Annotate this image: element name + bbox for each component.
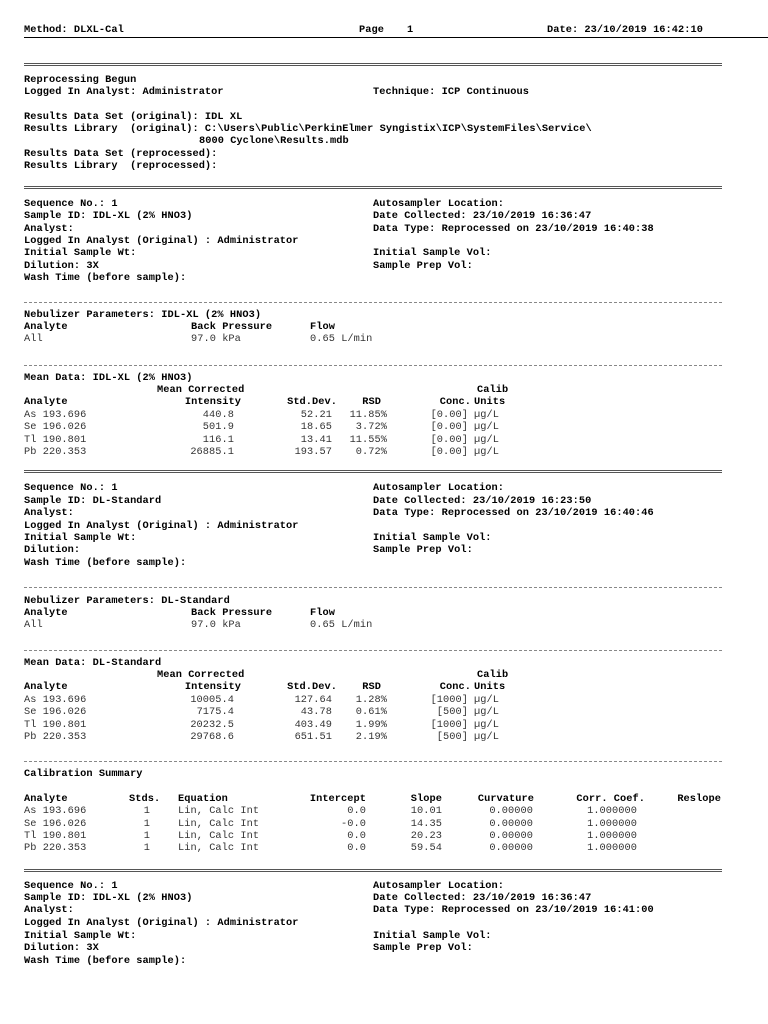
header-intercept: Intercept xyxy=(309,793,366,805)
initial-sample-wt: Initial Sample Wt: xyxy=(24,247,137,259)
header-analyte: Analyte xyxy=(24,793,68,805)
nebulizer-header-analyte: Analyte xyxy=(24,607,68,619)
section-divider xyxy=(24,302,722,303)
row-analyte: Tl 190.801 xyxy=(24,433,87,446)
row-corr-coef: 1.000000 xyxy=(587,829,637,842)
row-analyte: As 193.696 xyxy=(24,694,87,706)
initial-sample-vol: Initial Sample Vol: xyxy=(373,930,492,942)
row-rsd: 3.72% xyxy=(355,421,387,434)
row-intercept: 0.0 xyxy=(347,829,366,842)
section-divider xyxy=(24,587,722,588)
row-intercept: 0.0 xyxy=(347,805,366,818)
wash-time: Wash Time (before sample): xyxy=(24,272,187,284)
row-units: µg/L xyxy=(474,409,499,421)
row-stddev: 52.21 xyxy=(300,409,332,421)
row-conc: [500] xyxy=(436,730,468,743)
row-corr-coef: 1.000000 xyxy=(587,817,637,830)
row-stddev: 403.49 xyxy=(294,718,332,731)
row-slope: 10.01 xyxy=(410,805,442,818)
row-stds: 1 xyxy=(143,805,150,818)
row-stddev: 13.41 xyxy=(300,433,332,446)
header-analyte: Analyte xyxy=(24,396,68,408)
page-label: Page xyxy=(359,24,384,36)
row-stddev: 43.78 xyxy=(300,706,332,719)
row-stddev: 651.51 xyxy=(294,730,332,743)
row-analyte: As 193.696 xyxy=(24,805,87,818)
header-slope: Slope xyxy=(410,793,442,805)
row-analyte: Se 196.026 xyxy=(24,706,87,719)
row-conc: [0.00] xyxy=(430,421,468,434)
data-type: Data Type: Reprocessed on 23/10/2019 16:40:38 xyxy=(373,223,654,235)
row-analyte: Pb 220.353 xyxy=(24,730,87,743)
wash-time: Wash Time (before sample): xyxy=(24,557,187,569)
logged-in-analyst-original: Logged In Analyst (Original) : Administrator xyxy=(24,917,299,929)
date-collected: Date Collected: 23/10/2019 16:36:47 xyxy=(373,892,592,904)
section-divider xyxy=(24,365,722,366)
sample-id: Sample ID: IDL-XL (2% HNO3) xyxy=(24,892,193,904)
sample-id: Sample ID: IDL-XL (2% HNO3) xyxy=(24,210,193,222)
row-equation: Lin, Calc Int xyxy=(178,805,260,818)
reprocessing-begun: Reprocessing Begun xyxy=(24,74,137,86)
header-corr-coef: Corr. Coef. xyxy=(576,793,645,805)
sample-prep-vol: Sample Prep Vol: xyxy=(373,544,473,556)
row-equation: Lin, Calc Int xyxy=(178,842,260,855)
row-intensity: 440.8 xyxy=(202,409,234,421)
row-analyte: Pb 220.353 xyxy=(24,842,87,855)
row-intensity: 10005.4 xyxy=(190,694,234,706)
row-conc: [500] xyxy=(436,706,468,719)
nebulizer-analyte: All xyxy=(24,619,43,631)
section-divider xyxy=(24,650,722,651)
nebulizer-header-analyte: Analyte xyxy=(24,321,68,333)
header-rule xyxy=(24,37,768,38)
header-units: Units xyxy=(474,681,506,693)
row-rsd: 0.61% xyxy=(355,706,387,719)
logged-in-analyst: Logged In Analyst: Administrator xyxy=(24,86,224,98)
sample-prep-vol: Sample Prep Vol: xyxy=(373,942,473,954)
results-dataset-original: Results Data Set (original): IDL XL xyxy=(24,111,243,123)
row-intensity: 501.9 xyxy=(202,421,234,434)
results-library-original: Results Library (original): C:\Users\Public\PerkinElmer Syngistix\ICP\SystemFiles\Service\ xyxy=(24,123,592,135)
header-stddev: Std.Dev. xyxy=(287,681,337,693)
dilution: Dilution: xyxy=(24,544,81,556)
header-rsd: RSD xyxy=(362,396,381,408)
section-divider xyxy=(24,470,722,473)
row-rsd: 1.99% xyxy=(355,718,387,731)
row-analyte: As 193.696 xyxy=(24,409,87,421)
analyst: Analyst: xyxy=(24,507,74,519)
header-units: Units xyxy=(474,396,506,408)
nebulizer-flow: 0.65 L/min xyxy=(310,619,373,631)
row-units: µg/L xyxy=(474,718,499,731)
header-mean-corrected: Mean Corrected xyxy=(157,384,245,396)
row-slope: 59.54 xyxy=(410,842,442,855)
section-divider xyxy=(24,869,722,872)
row-stds: 1 xyxy=(143,829,150,842)
row-stddev: 127.64 xyxy=(294,694,332,706)
autosampler-location: Autosampler Location: xyxy=(373,880,505,892)
results-library-reprocessed: Results Library (reprocessed): xyxy=(24,160,218,172)
dilution: Dilution: 3X xyxy=(24,260,99,272)
row-conc: [1000] xyxy=(430,694,468,706)
row-rsd: 2.19% xyxy=(355,730,387,743)
header-rsd: RSD xyxy=(362,681,381,693)
row-stds: 1 xyxy=(143,817,150,830)
initial-sample-vol: Initial Sample Vol: xyxy=(373,247,492,259)
analyst: Analyst: xyxy=(24,223,74,235)
row-intensity: 7175.4 xyxy=(196,706,234,719)
row-stddev: 18.65 xyxy=(300,421,332,434)
page-number: 1 xyxy=(407,24,414,36)
row-intensity: 116.1 xyxy=(202,433,234,446)
nebulizer-header-pressure: Back Pressure xyxy=(191,321,273,333)
nebulizer-header-pressure: Back Pressure xyxy=(191,607,273,619)
date-collected: Date Collected: 23/10/2019 16:23:50 xyxy=(373,495,592,507)
data-type: Data Type: Reprocessed on 23/10/2019 16:41:00 xyxy=(373,904,654,916)
row-intensity: 29768.6 xyxy=(190,730,234,743)
row-units: µg/L xyxy=(474,421,499,434)
header-calib: Calib xyxy=(477,669,509,681)
sequence-no: Sequence No.: 1 xyxy=(24,880,118,892)
nebulizer-pressure: 97.0 kPa xyxy=(191,619,241,631)
row-equation: Lin, Calc Int xyxy=(178,817,260,830)
header-mean-corrected: Mean Corrected xyxy=(157,669,245,681)
header-conc: Conc. xyxy=(439,681,471,693)
wash-time: Wash Time (before sample): xyxy=(24,955,187,967)
technique: Technique: ICP Continuous xyxy=(373,86,529,98)
nebulizer-title: Nebulizer Parameters: DL-Standard xyxy=(24,595,230,607)
data-type: Data Type: Reprocessed on 23/10/2019 16:40:46 xyxy=(373,507,654,519)
initial-sample-wt: Initial Sample Wt: xyxy=(24,532,137,544)
row-rsd: 1.28% xyxy=(355,694,387,706)
nebulizer-pressure: 97.0 kPa xyxy=(191,333,241,345)
sample-prep-vol: Sample Prep Vol: xyxy=(373,260,473,272)
row-analyte: Se 196.026 xyxy=(24,817,87,830)
header-stddev: Std.Dev. xyxy=(287,396,337,408)
header-intensity: Intensity xyxy=(184,396,241,408)
nebulizer-title: Nebulizer Parameters: IDL-XL (2% HNO3) xyxy=(24,309,262,321)
initial-sample-wt: Initial Sample Wt: xyxy=(24,930,137,942)
header-stds: Stds. xyxy=(129,793,161,805)
row-stds: 1 xyxy=(143,842,150,855)
header-equation: Equation xyxy=(178,793,228,805)
row-units: µg/L xyxy=(474,694,499,706)
row-rsd: 0.72% xyxy=(355,445,387,458)
sequence-no: Sequence No.: 1 xyxy=(24,482,118,494)
row-intercept: 0.0 xyxy=(347,842,366,855)
sample-id: Sample ID: DL-Standard xyxy=(24,495,162,507)
row-curvature: 0.00000 xyxy=(489,842,533,855)
row-curvature: 0.00000 xyxy=(489,829,533,842)
row-intensity: 20232.5 xyxy=(190,718,234,731)
nebulizer-flow: 0.65 L/min xyxy=(310,333,373,345)
row-intensity: 26885.1 xyxy=(190,445,234,458)
row-analyte: Se 196.026 xyxy=(24,421,87,434)
row-analyte: Pb 220.353 xyxy=(24,445,87,458)
row-units: µg/L xyxy=(474,445,499,458)
nebulizer-analyte: All xyxy=(24,333,43,345)
row-slope: 20.23 xyxy=(410,829,442,842)
calibration-title: Calibration Summary xyxy=(24,768,143,780)
results-dataset-reprocessed: Results Data Set (reprocessed): xyxy=(24,148,218,160)
header-reslope: Reslope xyxy=(677,793,721,805)
mean-data-title: Mean Data: DL-Standard xyxy=(24,657,162,669)
row-intercept: -0.0 xyxy=(341,817,366,830)
section-divider xyxy=(24,63,722,66)
row-units: µg/L xyxy=(474,730,499,743)
row-analyte: Tl 190.801 xyxy=(24,718,87,731)
row-equation: Lin, Calc Int xyxy=(178,829,260,842)
row-curvature: 0.00000 xyxy=(489,817,533,830)
autosampler-location: Autosampler Location: xyxy=(373,198,505,210)
row-corr-coef: 1.000000 xyxy=(587,805,637,818)
report-method: Method: DLXL-Cal xyxy=(24,24,124,36)
row-curvature: 0.00000 xyxy=(489,805,533,818)
initial-sample-vol: Initial Sample Vol: xyxy=(373,532,492,544)
date-collected: Date Collected: 23/10/2019 16:36:47 xyxy=(373,210,592,222)
autosampler-location: Autosampler Location: xyxy=(373,482,505,494)
nebulizer-header-flow: Flow xyxy=(310,607,335,619)
row-conc: [0.00] xyxy=(430,433,468,446)
row-rsd: 11.55% xyxy=(349,433,387,446)
logged-in-analyst-original: Logged In Analyst (Original) : Administrator xyxy=(24,235,299,247)
row-conc: [0.00] xyxy=(430,409,468,421)
row-conc: [1000] xyxy=(430,718,468,731)
report-date: Date: 23/10/2019 16:42:10 xyxy=(547,24,703,36)
row-slope: 14.35 xyxy=(410,817,442,830)
mean-data-title: Mean Data: IDL-XL (2% HNO3) xyxy=(24,372,193,384)
results-library-original-cont: 8000 Cyclone\Results.mdb xyxy=(199,135,349,147)
row-rsd: 11.85% xyxy=(349,409,387,421)
sequence-no: Sequence No.: 1 xyxy=(24,198,118,210)
header-calib: Calib xyxy=(477,384,509,396)
nebulizer-header-flow: Flow xyxy=(310,321,335,333)
dilution: Dilution: 3X xyxy=(24,942,99,954)
header-curvature: Curvature xyxy=(477,793,534,805)
logged-in-analyst-original: Logged In Analyst (Original) : Administrator xyxy=(24,520,299,532)
section-divider xyxy=(24,761,722,762)
row-corr-coef: 1.000000 xyxy=(587,842,637,855)
analyst: Analyst: xyxy=(24,904,74,916)
row-analyte: Tl 190.801 xyxy=(24,829,87,842)
header-analyte: Analyte xyxy=(24,681,68,693)
row-conc: [0.00] xyxy=(430,445,468,458)
row-stddev: 193.57 xyxy=(294,445,332,458)
header-intensity: Intensity xyxy=(184,681,241,693)
row-units: µg/L xyxy=(474,433,499,446)
row-units: µg/L xyxy=(474,706,499,719)
section-divider xyxy=(24,186,722,189)
header-conc: Conc. xyxy=(439,396,471,408)
